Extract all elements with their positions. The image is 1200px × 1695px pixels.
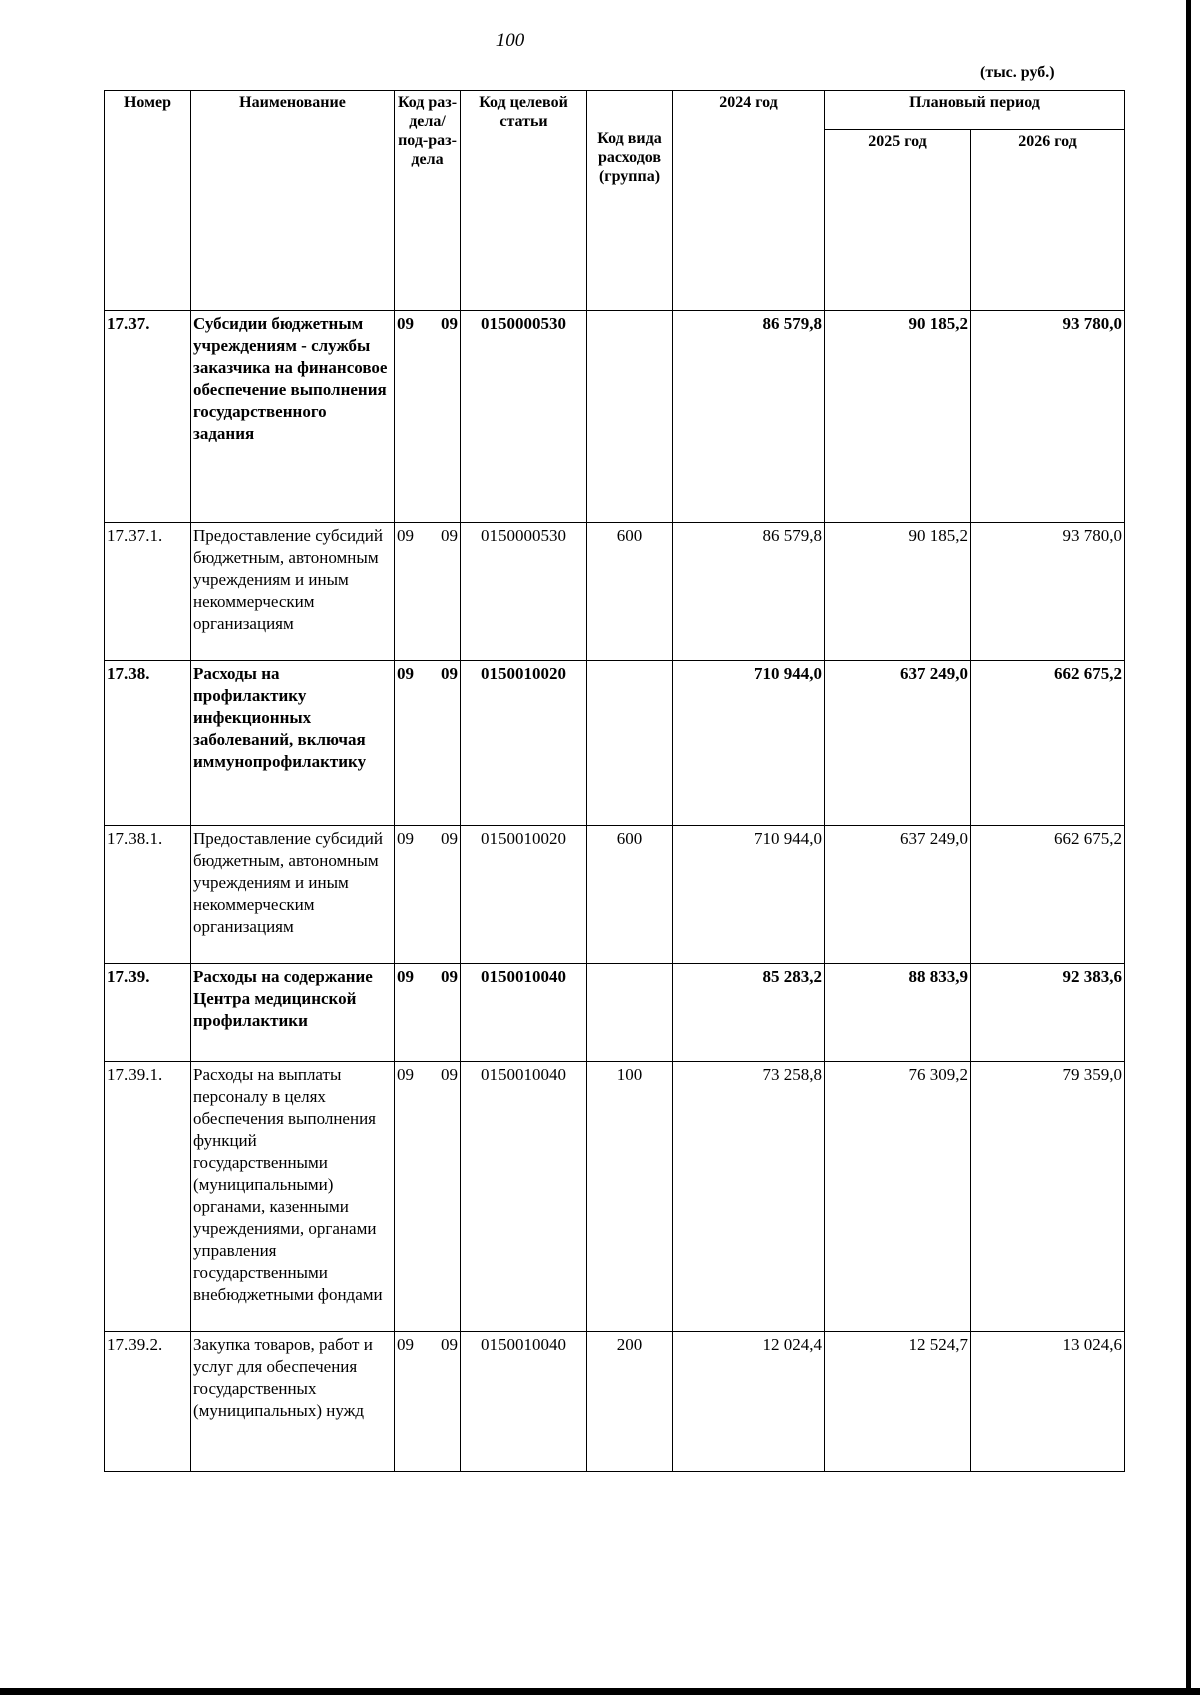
expense-type-code [587,661,673,826]
section-code [395,1062,461,1332]
section-code-value: 09 [397,314,414,333]
row-name: Расходы на профилактику инфекционных заболеваний, включая иммунопрофилактику [191,661,395,826]
header-row [105,91,1125,130]
target-code: 0150010020 [461,661,587,826]
expense-type-code [587,964,673,1062]
table-row [105,826,1125,964]
amount-2024: 12 024,4 [673,1332,825,1472]
header-planned-period: Плановый период [825,91,1125,130]
amount-2025: 76 309,2 [825,1062,971,1332]
row-number: 17.39.1. [105,1062,191,1332]
amount-2026: 93 780,0 [971,311,1125,523]
row-name: Расходы на выплаты персоналу в целях обеспечения выполнения функций государственными (муниципальными) органами, казенными учреждениями, органами управления государственными внебюджетными фондами [191,1062,395,1332]
table-row [105,964,1125,1062]
amount-2025: 88 833,9 [825,964,971,1062]
subsection-code-value: 09 [441,829,458,848]
amount-2026: 662 675,2 [971,826,1125,964]
subsection-code-value: 09 [441,1335,458,1354]
expense-type-code: 600 [587,826,673,964]
target-code: 0150010040 [461,964,587,1062]
section-code-value: 09 [397,1335,414,1354]
amount-2024: 710 944,0 [673,826,825,964]
section-code [395,523,461,661]
section-code [395,1332,461,1472]
section-code [395,661,461,826]
scan-edge-bottom [0,1688,1200,1695]
header-name: Наименование [191,91,395,311]
section-code-value: 09 [397,1065,414,1084]
row-number: 17.39.2. [105,1332,191,1472]
amount-2025: 637 249,0 [825,826,971,964]
header-expense-type: Код вида расходов (группа) [587,91,673,311]
expense-type-code [587,311,673,523]
amount-2026: 79 359,0 [971,1062,1125,1332]
row-number: 17.39. [105,964,191,1062]
amount-2026: 92 383,6 [971,964,1125,1062]
table-row [105,1062,1125,1332]
section-code-value: 09 [397,829,414,848]
target-code: 0150010040 [461,1062,587,1332]
row-name: Предоставление субсидий бюджетным, автономным учреждениям и иным некоммерческим организациям [191,523,395,661]
header-2024: 2024 год [673,91,825,311]
row-name: Предоставление субсидий бюджетным, автономным учреждениям и иным некоммерческим организациям [191,826,395,964]
table-row [105,311,1125,523]
amount-2024: 73 258,8 [673,1062,825,1332]
row-number: 17.38. [105,661,191,826]
amount-2025: 12 524,7 [825,1332,971,1472]
amount-2026: 13 024,6 [971,1332,1125,1472]
row-name: Расходы на содержание Центра медицинской профилактики [191,964,395,1062]
amount-2025: 90 185,2 [825,523,971,661]
target-code: 0150010020 [461,826,587,964]
subsection-code-value: 09 [441,664,458,683]
subsection-code-value: 09 [441,526,458,545]
row-number: 17.37.1. [105,523,191,661]
subsection-code-value: 09 [441,967,458,986]
scan-edge-right [1186,0,1191,1695]
amount-2025: 90 185,2 [825,311,971,523]
header-number: Номер [105,91,191,311]
expense-type-code: 200 [587,1332,673,1472]
budget-table [104,90,1125,1472]
amount-2025: 637 249,0 [825,661,971,826]
header-2025: 2025 год [825,130,971,311]
table-row [105,523,1125,661]
units-label: (тыс. руб.) [980,64,1055,81]
row-name: Субсидии бюджетным учреждениям - службы заказчика на финансовое обеспечение выполнения государственного задания [191,311,395,523]
amount-2024: 86 579,8 [673,523,825,661]
subsection-code-value: 09 [441,1065,458,1084]
row-number: 17.38.1. [105,826,191,964]
table-row [105,661,1125,826]
section-code [395,964,461,1062]
amount-2026: 662 675,2 [971,661,1125,826]
section-code [395,311,461,523]
header-2026: 2026 год [971,130,1125,311]
row-name: Закупка товаров, работ и услуг для обеспечения государственных (муниципальных) нужд [191,1332,395,1472]
target-code: 0150010040 [461,1332,587,1472]
section-code-value: 09 [397,967,414,986]
amount-2024: 85 283,2 [673,964,825,1062]
section-code [395,826,461,964]
amount-2024: 86 579,8 [673,311,825,523]
row-number: 17.37. [105,311,191,523]
page-number: 100 [495,30,525,51]
table-row [105,1332,1125,1472]
amount-2024: 710 944,0 [673,661,825,826]
table-body [105,311,1125,1472]
target-code: 0150000530 [461,311,587,523]
section-code-value: 09 [397,664,414,683]
header-section-code: Код раз-дела/ под-раз-дела [395,91,461,311]
target-code: 0150000530 [461,523,587,661]
subsection-code-value: 09 [441,314,458,333]
expense-type-code: 100 [587,1062,673,1332]
header-target-code: Код целевой статьи [461,91,587,311]
expense-type-code: 600 [587,523,673,661]
amount-2026: 93 780,0 [971,523,1125,661]
section-code-value: 09 [397,526,414,545]
